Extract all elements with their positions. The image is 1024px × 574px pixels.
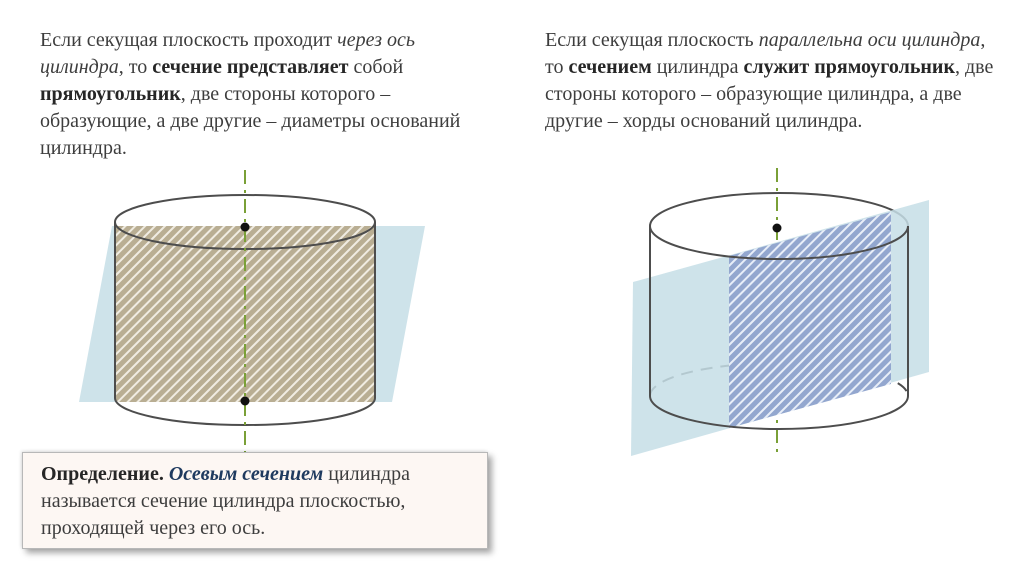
left-text-bold: сечение представляет [152,56,349,78]
right-section [729,212,891,428]
right-top-center-point [773,224,782,233]
left-text-part: , две стороны которого – образующие, а две другие – диаметры оснований цилиндра. [40,83,461,159]
right-text-italic: параллельна оси цилиндра [758,29,981,51]
left-text-part: , то [118,56,153,78]
left-text-bold: прямоугольник [40,83,181,105]
right-text-part: , то [545,29,986,78]
right-text-part: Если секущая плоскость [545,29,759,51]
right-text-bold: сечением [568,56,652,78]
left-cylinder [79,170,425,452]
right-text-part: , две стороны которого – образующие цилиндра, а две другие – хорды оснований цилиндра. [545,56,994,132]
right-cylinder [631,168,929,456]
right-text-bold: служит прямоугольник [743,56,955,78]
definition-term: Осевым сечением [168,463,324,485]
definition-box [22,452,488,549]
left-text-italic: через ось цилиндра [40,29,415,78]
definition-text [41,461,481,542]
left-text-part: собой [348,56,404,78]
definition-label: Определение. [41,463,164,485]
left-top-center-point [241,223,250,232]
right-text-part: цилиндра [651,56,744,78]
left-bottom-center-point [241,397,250,406]
definition-body: цилиндра называется сечение цилиндра плоскостью, проходящей через его ось. [41,463,411,539]
left-text-part: Если секущая плоскость проходит [40,29,338,51]
